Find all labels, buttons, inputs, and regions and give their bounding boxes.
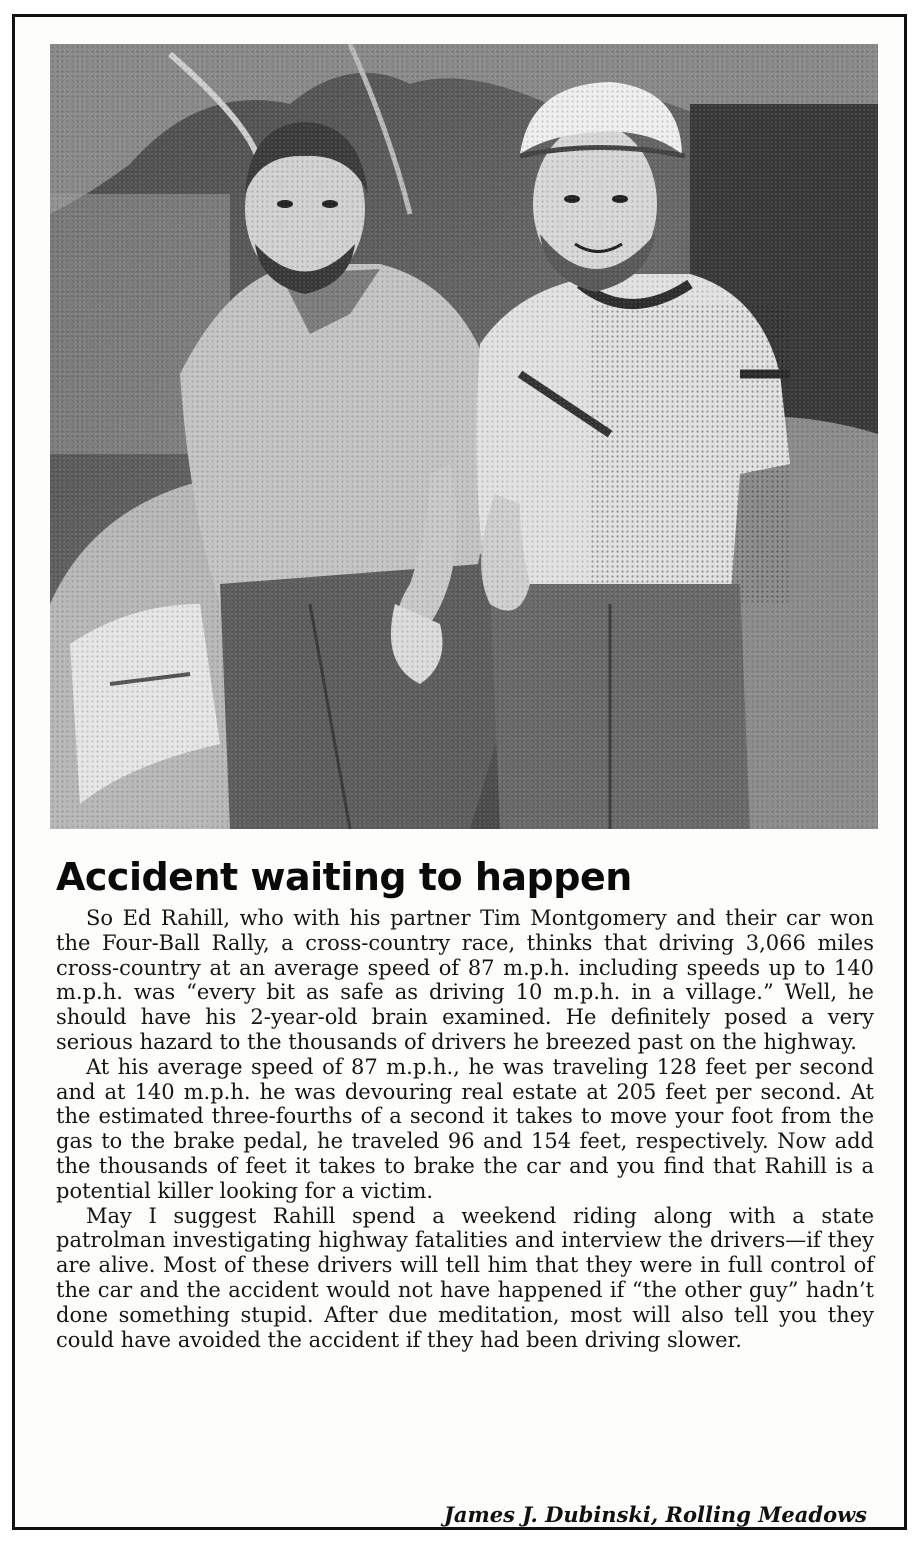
article-body [56, 906, 874, 1352]
article-headline: Accident waiting to happen [56, 855, 632, 899]
article-paragraph: So Ed Rahill, who with his partner Tim Montgomery and their car won the Four-Ball Rally, a cross-country race, thinks that driving 3,066 miles cross-country at an average speed of 87 m.p.h. including speeds up to 140 m.p.h. was “every bit as safe as driving 10 m.p.h. in a village.” Well, he should have his 2-year-old brain examined. He definitely posed a very serious hazard to the thousands of drivers he breezed past on the highway. [56, 906, 874, 1054]
article-paragraph: At his average speed of 87 m.p.h., he was traveling 128 feet per second and at 140 m.p.h. he was devouring real estate at 205 feet per second. At the estimated three-fourths of a second it takes to move your foot from the gas to the brake pedal, he traveled 96 and 154 feet, respectively. Now add the thousands of feet it takes to brake the car and you find that Rahill is a potential killer looking for a victim. [56, 1054, 874, 1203]
article-photo [50, 44, 878, 829]
photo-illustration [50, 44, 878, 829]
article-paragraph: May I suggest Rahill spend a weekend riding along with a state patrolman investigating highway fatalities and interview the drivers—if they are alive. Most of these drivers will tell him that they were in full control of the car and the accident would not have happened if “the other guy” hadn’t done something stupid. After due meditation, most will also tell you they could have avoided the accident if they had been driving slower. [56, 1203, 874, 1352]
author-signature: James J. Dubinski, Rolling Meadows [443, 1502, 867, 1527]
